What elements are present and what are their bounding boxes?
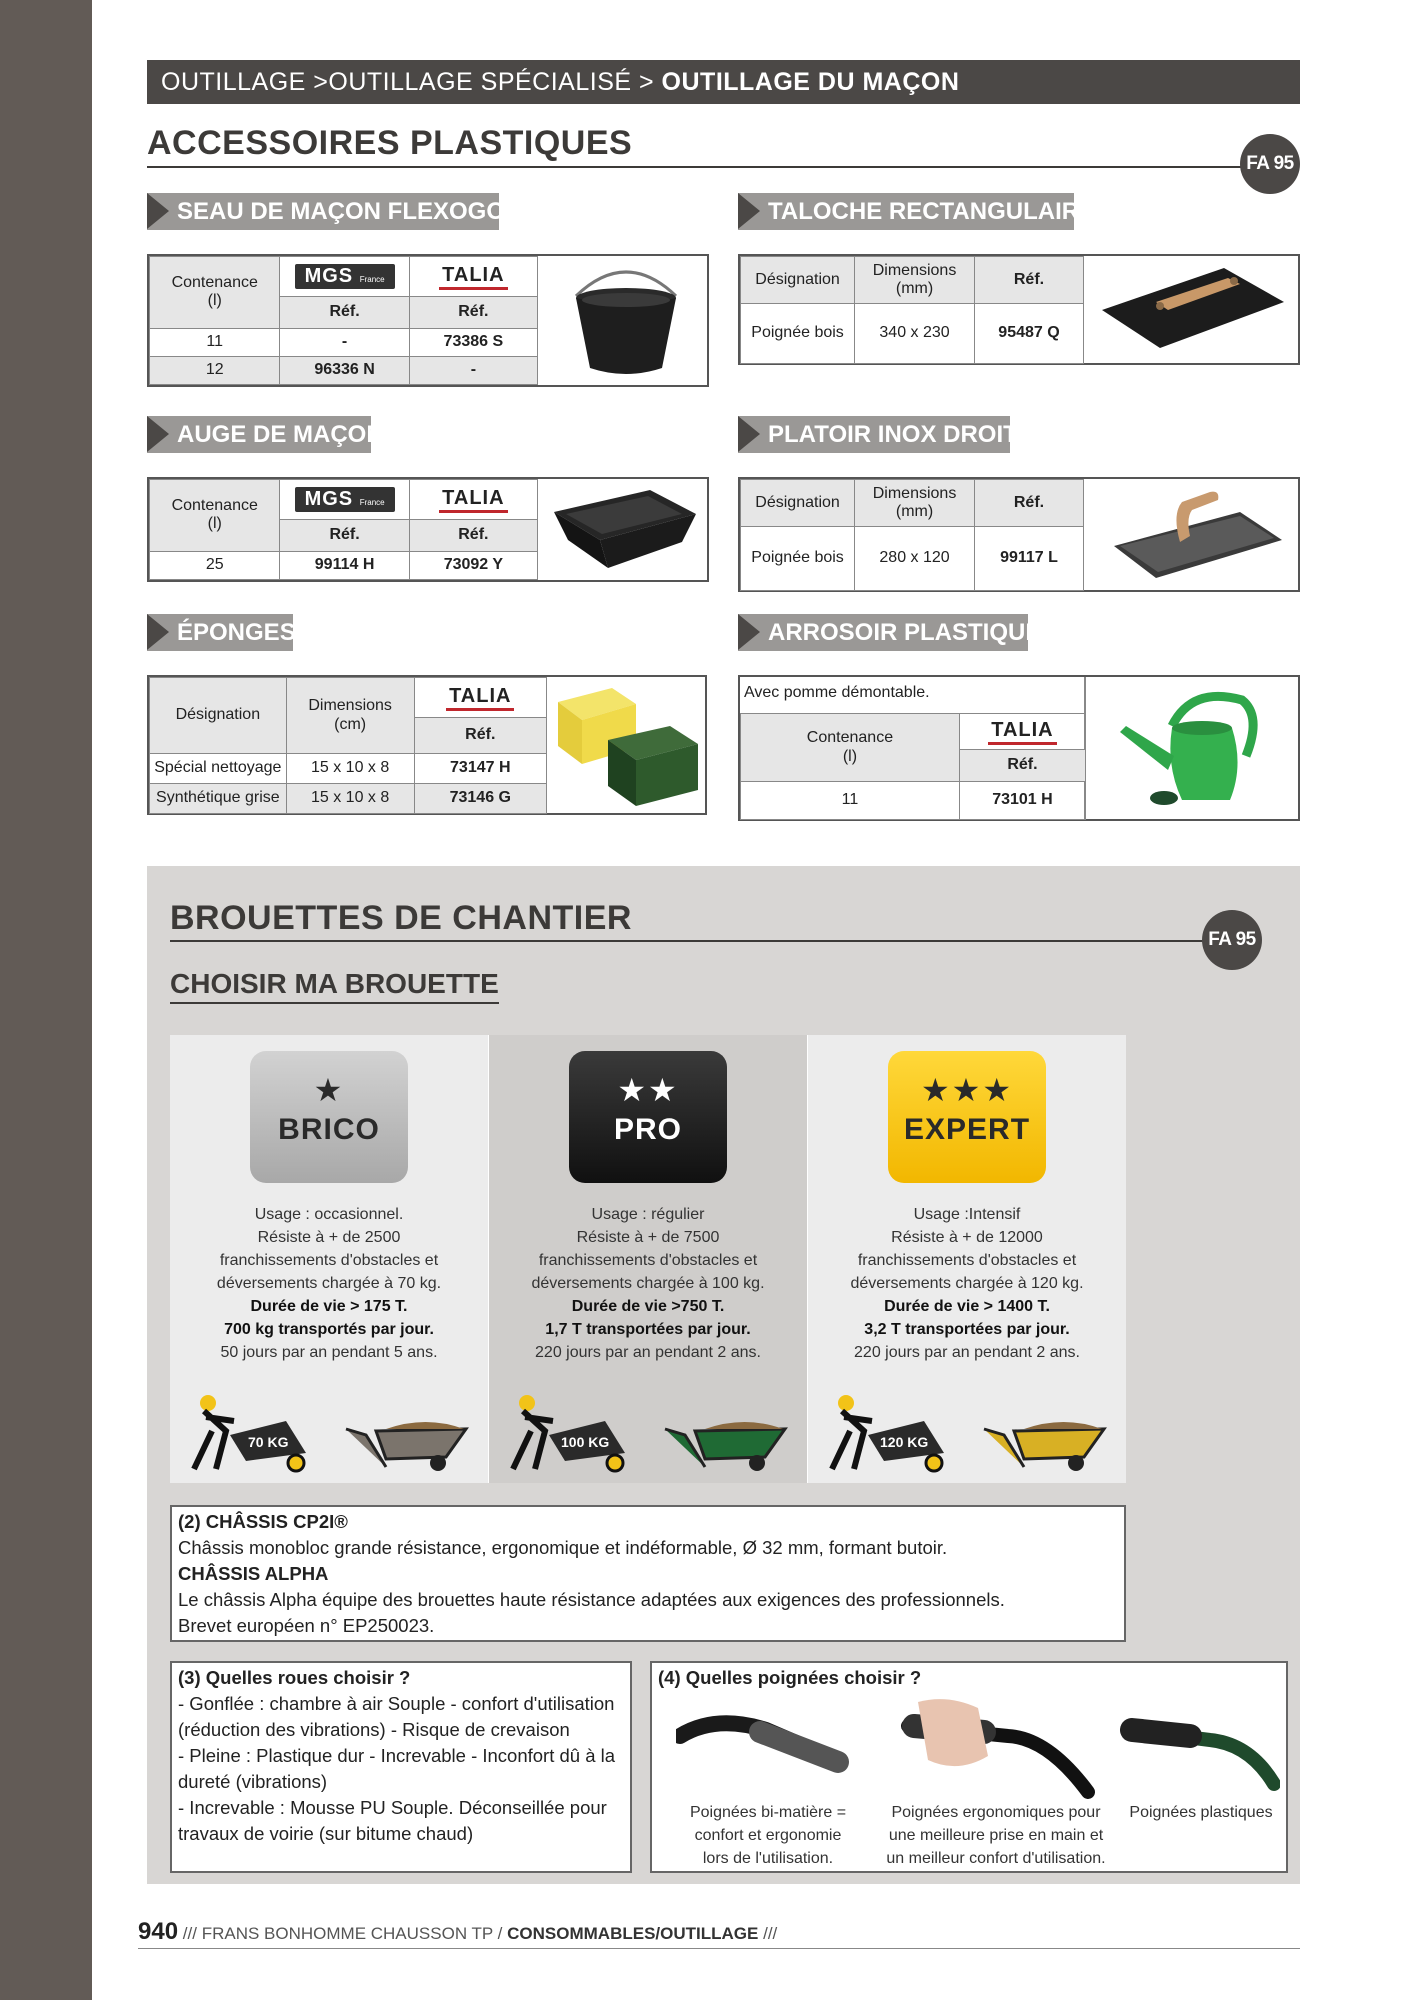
eponges-ref-header: Réf. [414, 718, 546, 754]
brouettes-title: BROUETTES DE CHANTIER [170, 899, 632, 937]
brouettes-fa-badge: FA 95 [1202, 910, 1262, 970]
expert-lifetime: Durée de vie > 1400 T. [884, 1298, 1050, 1315]
auge-cell: 99114 H [280, 551, 409, 579]
breadcrumb-part-3: OUTILLAGE DU MAÇON [661, 68, 960, 96]
mgs-logo-sub: France [359, 275, 385, 285]
seau-cell: 96336 N [280, 356, 409, 384]
chassis-box [170, 1505, 1126, 1642]
brico-badge [250, 1051, 408, 1183]
footer-sep: /// [182, 1924, 197, 1943]
expert-name: EXPERT [903, 1113, 1031, 1146]
seau-tag-label: SEAU DE MAÇON FLEXOGOM [177, 198, 526, 225]
seau-col-contenance-label: Contenance [171, 273, 258, 291]
tag-arrow-icon [147, 193, 169, 229]
pro-line: franchissements d'obstacles et [538, 1252, 758, 1269]
handle-plastic-image [1120, 1704, 1280, 1796]
auge-brand-mgs [280, 480, 409, 520]
seau-tag [147, 193, 526, 230]
breadcrumb [147, 60, 1300, 104]
star-icon: ★★ [617, 1072, 679, 1108]
auge-col-unit: (l) [207, 515, 222, 533]
star-icon: ★★★ [920, 1072, 1014, 1108]
roues-line: travaux de voirie (sur bitume chaud) [178, 1823, 474, 1844]
caption-line: une meilleure prise en main et [888, 1827, 1104, 1844]
pro-daily-load: 1,7 T transportées par jour. [545, 1321, 751, 1338]
taloche-ref: 95487 Q [974, 304, 1083, 364]
eponges-cell: Spécial nettoyage [150, 754, 287, 784]
platoir-col-ref: Réf. [974, 480, 1083, 527]
platoir-dimensions: 280 x 120 [855, 527, 975, 591]
bucket-image [566, 260, 686, 382]
platoir-tag-label: PLATOIR INOX DROIT [768, 421, 1018, 448]
roues-title: (3) Quelles roues choisir ? [178, 1667, 411, 1688]
talia-logo: TALIA [439, 487, 507, 513]
arrosoir-cell: 11 [741, 782, 960, 820]
pro-lifetime: Durée de vie >750 T. [571, 1298, 725, 1315]
auge-ref-header-1: Réf. [280, 520, 409, 551]
brico-line: Résiste à + de 2500 [257, 1229, 401, 1246]
eponges-image [552, 682, 702, 810]
chassis-text-3: Brevet européen n° EP250023. [178, 1615, 435, 1636]
arrosoir-note: Avec pomme démontable. [744, 684, 930, 701]
chassis-text-2: Le châssis Alpha équipe des brouettes haute résistance adaptées aux exigences des professionnels. [178, 1589, 1005, 1610]
mgs-logo-text: MGS [304, 488, 354, 511]
tier-expert [808, 1035, 1126, 1483]
pro-illustration [495, 1391, 801, 1473]
tag-arrow-icon [738, 416, 760, 452]
platoir-designation: Poignée bois [741, 527, 855, 591]
pro-line: déversements chargée à 100 kg. [531, 1275, 765, 1292]
brico-description [170, 1203, 488, 1364]
caption-line: un meilleur confort d'utilisation. [886, 1850, 1106, 1867]
tier-brico [170, 1035, 488, 1483]
caption-line: lors de l'utilisation. [702, 1850, 834, 1867]
handle-ergonomic-image [898, 1696, 1098, 1802]
chassis-title: (2) CHÂSSIS CP2I® [178, 1511, 348, 1532]
platoir-tag [738, 416, 1018, 453]
arrosoir-ref-header: Réf. [959, 750, 1085, 782]
eponges-brand-talia [414, 678, 546, 718]
chassis-title-2: CHÂSSIS ALPHA [178, 1563, 329, 1584]
platoir-col-dimensions [855, 480, 975, 527]
auge-col-contenance-label: Contenance [171, 496, 258, 514]
seau-cell: 12 [150, 356, 280, 384]
pro-weight: 100 KG [561, 1434, 610, 1450]
auge-cell: 25 [150, 551, 280, 579]
auge-ref-header-2: Réf. [409, 520, 537, 551]
caption-line: confort et ergonomie [694, 1827, 842, 1844]
eponges-col-unit: (cm) [334, 715, 367, 733]
taloche-tag-label: TALOCHE RECTANGULAIRE [768, 198, 1096, 225]
mgs-logo-text: MGS [304, 265, 354, 288]
pro-usage: Usage : régulier [591, 1206, 705, 1223]
roues-line: - Pleine : Plastique dur - Increvable - Inconfort dû à la [178, 1745, 616, 1766]
roues-box [170, 1661, 632, 1873]
eponges-col-dimensions [286, 678, 414, 754]
footer-sep: /// [763, 1924, 778, 1943]
taloche-designation: Poignée bois [741, 304, 855, 364]
tag-arrow-icon [147, 416, 169, 452]
tag-arrow-icon [147, 614, 169, 650]
expert-line: franchissements d'obstacles et [857, 1252, 1077, 1269]
auge-col-contenance [150, 480, 280, 552]
roues-line: dureté (vibrations) [178, 1771, 328, 1792]
chassis-text-1: Châssis monobloc grande résistance, ergonomique et indéformable, Ø 32 mm, formant butoir. [178, 1537, 948, 1558]
arrosoir-image [1112, 686, 1272, 814]
expert-usage: Usage :Intensif [913, 1206, 1021, 1223]
eponges-col-designation: Désignation [150, 678, 287, 754]
platoir-col-designation: Désignation [741, 480, 855, 527]
accessoires-rule [147, 166, 1247, 168]
expert-badge [888, 1051, 1046, 1183]
taloche-image [1098, 262, 1288, 354]
seau-brand-talia [409, 257, 537, 297]
brico-line: déversements chargée à 70 kg. [216, 1275, 442, 1292]
expert-daily-load: 3,2 T transportées par jour. [864, 1321, 1070, 1338]
arrosoir-brand-talia [959, 714, 1085, 750]
expert-weight: 120 KG [880, 1434, 929, 1450]
arrosoir-cell: 73101 H [959, 782, 1085, 820]
seau-cell: - [280, 328, 409, 356]
eponges-cell: 15 x 10 x 8 [286, 784, 414, 814]
platoir-col-unit: (mm) [895, 503, 934, 520]
handle-ergonomic-caption [876, 1801, 1116, 1870]
pro-name: PRO [613, 1113, 682, 1146]
roues-line: - Gonflée : chambre à air Souple - confort d'utilisation [178, 1693, 615, 1714]
brico-lifetime: Durée de vie > 175 T. [250, 1298, 408, 1315]
brico-line: 50 jours par an pendant 5 ans. [220, 1344, 438, 1361]
mgs-logo [295, 264, 395, 289]
footer-category: CONSOMMABLES/OUTILLAGE [507, 1924, 759, 1943]
eponges-tag-label: ÉPONGES [177, 619, 296, 646]
auge-tag-label: AUGE DE MAÇON [177, 421, 384, 448]
pro-line: 220 jours par an pendant 2 ans. [535, 1344, 761, 1361]
handle-plastic-caption [1120, 1801, 1282, 1824]
arrosoir-table [740, 713, 1086, 820]
brouettes-rule [170, 940, 1210, 942]
platoir-col-dimensions-label: Dimensions [872, 484, 957, 502]
caption-line: Poignées ergonomiques pour [891, 1804, 1101, 1821]
seau-cell: 11 [150, 328, 280, 356]
page-number: 940 [138, 1918, 179, 1945]
brico-line: franchissements d'obstacles et [219, 1252, 439, 1269]
eponges-cell: 15 x 10 x 8 [286, 754, 414, 784]
tag-arrow-icon [738, 614, 760, 650]
roues-line: - Increvable : Mousse PU Souple. Déconseillée pour [178, 1797, 607, 1818]
star-icon: ★ [313, 1072, 345, 1108]
expert-line: Résiste à + de 12000 [891, 1229, 1043, 1246]
seau-table [149, 256, 538, 385]
tier-pro [489, 1035, 807, 1483]
auge-tag [147, 416, 384, 453]
auge-table [149, 479, 538, 580]
tag-arrow-icon [738, 193, 760, 229]
expert-line: 220 jours par an pendant 2 ans. [854, 1344, 1080, 1361]
expert-illustration [814, 1391, 1120, 1473]
taloche-dimensions: 340 x 230 [855, 304, 975, 364]
brico-illustration [176, 1391, 482, 1473]
auge-image [548, 484, 700, 574]
talia-logo: TALIA [988, 719, 1056, 745]
expert-description [808, 1203, 1126, 1364]
arrosoir-tag-label: ARROSOIR PLASTIQUE [768, 619, 1042, 646]
seau-col-unit: (l) [207, 292, 222, 310]
pro-line: Résiste à + de 7500 [576, 1229, 720, 1246]
taloche-col-ref: Réf. [974, 257, 1083, 304]
footer-company: FRANS BONHOMME CHAUSSON TP [201, 1924, 493, 1943]
accessoires-fa-badge: FA 95 [1240, 134, 1300, 194]
taloche-col-dimensions-label: Dimensions [872, 261, 957, 279]
footer-rule [138, 1948, 1300, 1949]
talia-logo: TALIA [446, 685, 514, 711]
arrosoir-col-unit: (l) [842, 747, 858, 765]
arrosoir-tag [738, 614, 1042, 651]
arrosoir-col-contenance-label: Contenance [806, 729, 894, 747]
footer-sep: / [497, 1924, 503, 1943]
brico-weight: 70 KG [248, 1434, 289, 1450]
caption-line: Poignées plastiques [1129, 1804, 1273, 1821]
eponges-cell: 73146 G [414, 784, 546, 814]
breadcrumb-part-2: OUTILLAGE SPÉCIALISÉ > [328, 68, 655, 96]
seau-cell: - [409, 356, 537, 384]
brico-usage: Usage : occasionnel. [254, 1206, 404, 1223]
poignees-title: (4) Quelles poignées choisir ? [658, 1667, 922, 1688]
eponges-col-dimensions-label: Dimensions [308, 697, 392, 715]
breadcrumb-part-1: OUTILLAGE > [161, 68, 329, 96]
mgs-logo-sub: France [359, 498, 385, 508]
seau-ref-header-2: Réf. [409, 297, 537, 328]
brouettes-subtitle: CHOISIR MA BROUETTE [170, 968, 499, 1004]
brico-daily-load: 700 kg transportés par jour. [224, 1321, 434, 1338]
platoir-ref: 99117 L [974, 527, 1083, 591]
handle-bi-matiere-image [676, 1700, 856, 1796]
talia-logo: TALIA [439, 264, 507, 290]
eponges-table [149, 677, 547, 814]
platoir-table [740, 479, 1084, 591]
eponges-tag [147, 614, 296, 651]
taloche-col-designation: Désignation [741, 257, 855, 304]
pro-description [489, 1203, 807, 1364]
seau-ref-header-1: Réf. [280, 297, 409, 328]
eponges-cell: 73147 H [414, 754, 546, 784]
arrosoir-col-contenance [741, 714, 960, 782]
platoir-image [1110, 484, 1286, 584]
seau-cell: 73386 S [409, 328, 537, 356]
seau-brand-mgs [280, 257, 409, 297]
brico-name: BRICO [278, 1113, 380, 1146]
auge-cell: 73092 Y [409, 551, 537, 579]
footer [138, 1918, 777, 1946]
taloche-tag [738, 193, 1096, 230]
mgs-logo [295, 487, 395, 512]
handle-bi-matiere-caption [664, 1801, 872, 1870]
pro-badge [569, 1051, 727, 1183]
accessoires-title: ACCESSOIRES PLASTIQUES [147, 124, 633, 162]
eponges-cell: Synthétique grise [150, 784, 287, 814]
auge-brand-talia [409, 480, 537, 520]
left-color-bar [0, 0, 92, 2000]
taloche-table [740, 256, 1084, 364]
taloche-col-dimensions [855, 257, 975, 304]
caption-line: Poignées bi-matière = [689, 1804, 847, 1821]
seau-col-contenance [150, 257, 280, 329]
taloche-col-unit: (mm) [895, 280, 934, 297]
expert-line: déversements chargée à 120 kg. [850, 1275, 1084, 1292]
roues-line: (réduction des vibrations) - Risque de crevaison [178, 1719, 570, 1740]
